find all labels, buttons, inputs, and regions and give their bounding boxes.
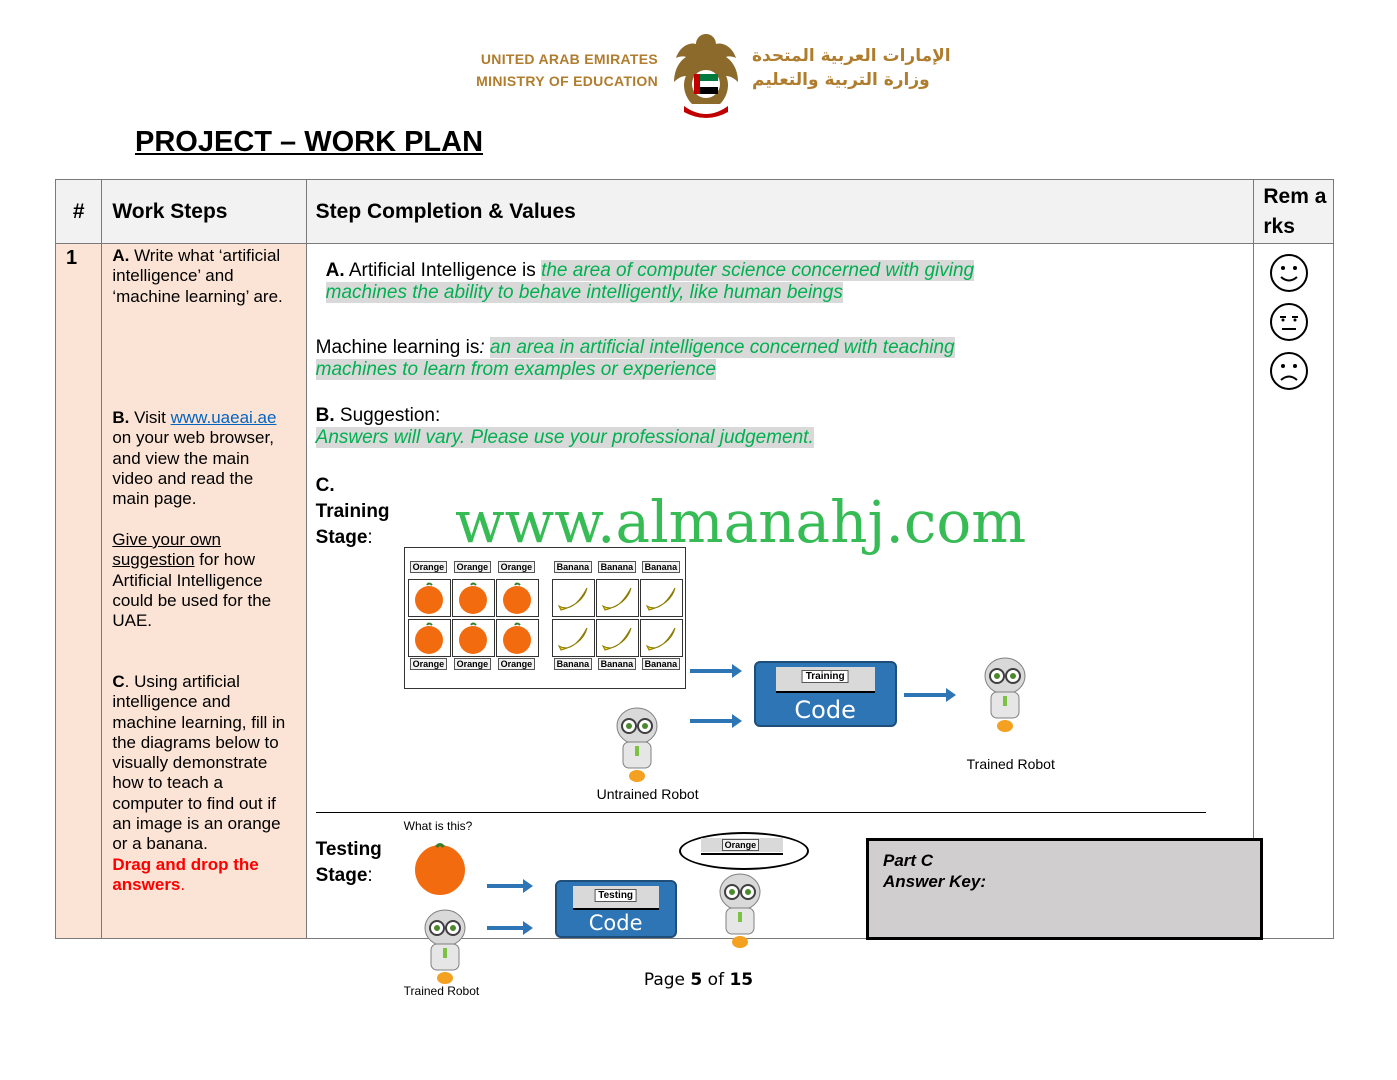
- step-c-text: . Using artificial intelligence and machine learning, fill in the diagrams below to visually demonstrate how to teach a computer to find out if an image is an orange or a banana.: [112, 672, 286, 854]
- answer-ml: [316, 337, 1016, 381]
- robot-icon: [975, 654, 1035, 734]
- banana-icon: [553, 620, 594, 656]
- page-title: PROJECT – WORK PLAN: [135, 126, 484, 158]
- testing-stage-label: [316, 837, 382, 889]
- banana-icon: [641, 580, 682, 616]
- orange-image-cell[interactable]: [452, 619, 495, 657]
- header-step-completion: Step Completion & Values: [306, 180, 1254, 244]
- banana-icon: [597, 620, 638, 656]
- uae-emblem-icon: [670, 30, 742, 120]
- answer-a-intro: Artificial Intelligence is: [344, 260, 542, 281]
- orange-label: Orange: [498, 561, 536, 573]
- orange-icon: [409, 620, 450, 656]
- ml-intro: Machine learning is: [315, 337, 480, 358]
- answer-b: [316, 405, 1016, 449]
- untrained-robot-icon[interactable]: [607, 704, 667, 784]
- stage-colon: :: [367, 527, 373, 548]
- remarks-cell: [1254, 244, 1334, 939]
- code-box-divider: [573, 908, 659, 910]
- header-org-ar-line2: وزارة التربية والتعليم: [752, 70, 930, 90]
- banana-label: Banana: [554, 561, 593, 573]
- banana-image-cell[interactable]: [596, 579, 639, 617]
- code-label: Code: [588, 911, 643, 935]
- suggestion-underlined: Give your own suggestion: [112, 530, 222, 570]
- stage-word: Stage: [315, 527, 368, 548]
- code-label: Code: [794, 696, 856, 724]
- ml-definition-answer-2[interactable]: machines to learn from examples or experience: [315, 359, 716, 380]
- trained-robot-caption-bottom: Trained Robot: [403, 984, 480, 998]
- training-word: Training: [315, 501, 390, 522]
- ai-definition-answer-2[interactable]: machines the ability to behave intelligently, like human beings: [325, 282, 843, 303]
- banana-image-cell[interactable]: [640, 579, 683, 617]
- header-org-en-line1: UNITED ARAB EMIRATES: [480, 51, 658, 67]
- answer-key-box[interactable]: [866, 838, 1263, 940]
- drag-drop-instruction: Drag and drop the answers: [112, 854, 259, 894]
- header-org-en: [463, 48, 658, 92]
- arrow-right-icon: [487, 926, 525, 930]
- banana-label: Banana: [642, 561, 681, 573]
- orange-label: Orange: [410, 561, 448, 573]
- footer-page-word: Page: [643, 970, 691, 990]
- orange-icon: [497, 620, 538, 656]
- uaeai-link[interactable]: www.uaeai.ae: [170, 408, 277, 427]
- row-number-cell: [56, 244, 102, 939]
- header-org-en-line2: MINISTRY OF EDUCATION: [476, 73, 658, 89]
- training-stage-label: [316, 473, 390, 551]
- orange-icon: [497, 580, 538, 616]
- sad-face-icon[interactable]: [1268, 350, 1310, 392]
- table-header-row: [56, 180, 1334, 244]
- robot-icon: [710, 870, 770, 950]
- orange-icon[interactable]: [411, 838, 469, 896]
- banana-image-cell[interactable]: [596, 619, 639, 657]
- orange-label: Orange: [454, 658, 492, 670]
- trained-robot-icon[interactable]: [975, 654, 1035, 734]
- speech-divider: [701, 853, 783, 855]
- answer-key-line1: Part C: [883, 851, 934, 870]
- row-number: 1: [66, 247, 78, 269]
- answer-b-intro: Suggestion:: [334, 405, 441, 426]
- ml-definition-answer-1[interactable]: an area in artificial intelligence concerned with teaching: [489, 337, 955, 358]
- footer-total: 15: [729, 970, 754, 990]
- drag-drop-dot: .: [180, 874, 186, 894]
- happy-face-icon[interactable]: [1268, 252, 1310, 294]
- step-b-visit: Visit: [129, 408, 171, 427]
- step-b-label: B.: [112, 408, 130, 427]
- arrow-right-icon: [690, 669, 734, 673]
- stage-divider: [316, 812, 1206, 813]
- banana-image-cell[interactable]: [640, 619, 683, 657]
- testing-word: Testing: [315, 839, 382, 860]
- header-num: #: [56, 180, 102, 244]
- trained-robot-caption-top: Trained Robot: [966, 756, 1055, 772]
- orange-icon: [409, 580, 450, 616]
- header-org-ar: [752, 44, 952, 92]
- banana-icon: [553, 580, 594, 616]
- banana-label: Banana: [642, 658, 681, 670]
- banana-image-cell[interactable]: [552, 619, 595, 657]
- orange-icon: [453, 580, 494, 616]
- c-label: C.: [315, 475, 335, 496]
- step-a-label: A.: [112, 246, 130, 265]
- answering-robot-icon: [710, 870, 770, 950]
- grid-cells: [408, 579, 684, 669]
- header-remarks: Rem arks: [1254, 180, 1334, 244]
- code-box-slot: [573, 886, 659, 910]
- ai-definition-answer-1[interactable]: the area of computer science concerned with giving: [541, 260, 975, 281]
- banana-label: Banana: [598, 658, 637, 670]
- step-b-text: on your web browser, and view the main video and read the main page.: [112, 428, 274, 509]
- banana-icon: [597, 580, 638, 616]
- arrow-right-icon: [487, 884, 525, 888]
- banana-icon: [641, 620, 682, 656]
- speech-bubble[interactable]: [679, 832, 809, 870]
- step-c-label: C: [112, 672, 125, 691]
- footer-page-num: 5: [690, 970, 703, 990]
- arrow-right-icon: [690, 719, 734, 723]
- robot-icon: [607, 704, 667, 784]
- orange-label: Orange: [410, 658, 448, 670]
- suggestion-answer[interactable]: Answers will vary. Please use your professional judgement.: [315, 427, 814, 448]
- watermark: www.almanahj.com: [455, 488, 1027, 556]
- step-c: [112, 672, 294, 895]
- ml-colon: :: [479, 337, 490, 358]
- testing-chip: Testing: [594, 889, 637, 902]
- banana-label: Banana: [554, 658, 593, 670]
- neutral-face-icon[interactable]: [1268, 301, 1310, 343]
- work-steps-cell: [102, 244, 306, 939]
- banana-image-cell[interactable]: [552, 579, 595, 617]
- untrained-robot-caption: Untrained Robot: [596, 786, 699, 802]
- header-work-steps: Work Steps: [102, 180, 306, 244]
- orange-image-cell[interactable]: [408, 619, 451, 657]
- answer-a-label: A.: [325, 260, 345, 281]
- speech-slot: [701, 838, 783, 852]
- code-box-divider: [776, 691, 875, 693]
- step-a: [112, 246, 292, 307]
- answer-key-title: [883, 850, 986, 892]
- answer-key-line2: Answer Key:: [883, 872, 986, 891]
- orange-label: Orange: [454, 561, 492, 573]
- arrow-right-icon: [904, 693, 948, 697]
- orange-image-cell[interactable]: [452, 579, 495, 617]
- training-chip: Training: [802, 670, 849, 683]
- step-a-text: Write what ‘artificial intelligence’ and ‘machine learning’ are.: [112, 246, 283, 306]
- grid-bottom-labels: [408, 658, 684, 674]
- table-row: [56, 244, 1334, 939]
- banana-label: Banana: [598, 561, 637, 573]
- orange-label: Orange: [498, 658, 536, 670]
- answer-b-label: B.: [315, 405, 335, 426]
- testing-code-box[interactable]: [555, 880, 677, 938]
- header-org-ar-line1: الإمارات العربية المتحدة: [752, 46, 951, 66]
- orange-image-cell[interactable]: [408, 579, 451, 617]
- training-code-box[interactable]: [754, 661, 897, 727]
- answer-a: [326, 260, 1026, 304]
- stage-word: Stage: [315, 865, 368, 886]
- speech-answer: Orange: [722, 839, 760, 851]
- what-is-this-label: What is this?: [403, 819, 473, 833]
- orange-image-cell[interactable]: [496, 619, 539, 657]
- step-b-suggestion: [112, 530, 292, 631]
- page-footer: [0, 970, 1397, 990]
- step-b: [112, 408, 292, 509]
- training-images-grid[interactable]: [404, 547, 686, 689]
- stage-colon: :: [367, 865, 373, 886]
- footer-of-word: of: [702, 970, 730, 990]
- orange-icon: [453, 620, 494, 656]
- code-box-slot: [776, 667, 875, 691]
- orange-image-cell[interactable]: [496, 579, 539, 617]
- grid-top-labels: [408, 561, 684, 577]
- suggestion-text: for how Artificial Intelligence could be used for the UAE.: [112, 550, 272, 631]
